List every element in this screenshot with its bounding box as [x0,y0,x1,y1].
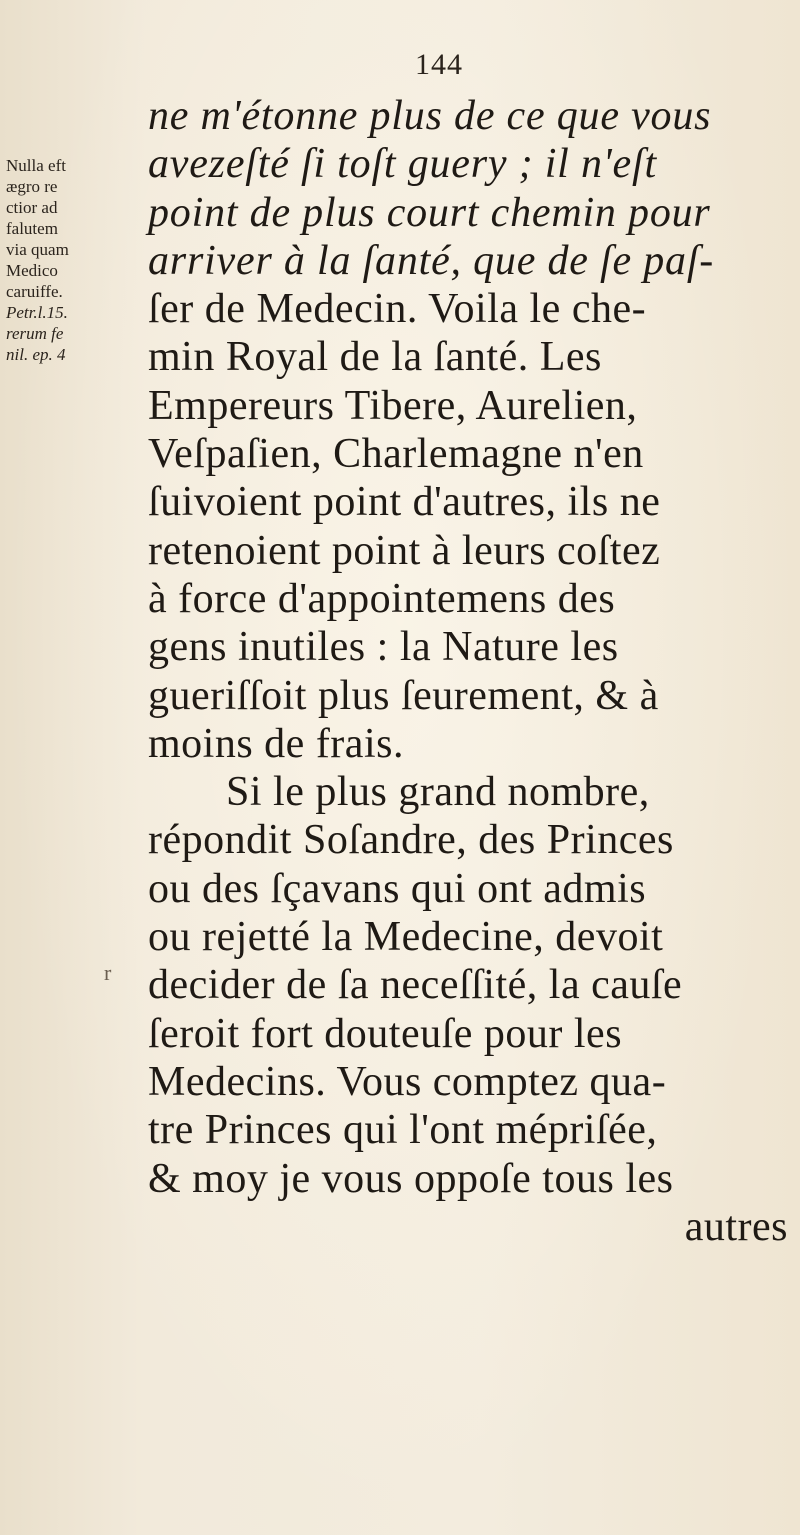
body-line: & moy je vous oppoſe tous les [148,1155,674,1202]
body-line: ou des ſçavans qui ont admis [148,865,647,912]
body-line: decider de ſa neceſſité, la cauſe [148,962,683,1009]
body-line: gens inutiles : la Nature les [148,624,619,671]
body-line: répondit Soſandre, des Princes [148,817,674,864]
margin-note-line: ctior ad [6,198,58,217]
margin-note-line: Medico [6,261,58,280]
margin-mark: r [104,960,112,985]
body-line: ſeroit fort douteuſe pour les [148,1010,623,1057]
body-line: retenoient point à leurs coſtez [148,527,661,574]
margin-note-line: rerum fe [6,324,64,343]
body-line: à force d'appointemens des [148,575,616,622]
margin-note-line: Nulla eft [6,156,66,175]
margin-note-line: Petr.l.15. [6,303,68,322]
body-line: arriver à la ſanté, que de ſe paſ- [148,237,715,284]
body-text [148,92,788,1251]
margin-note [6,155,86,365]
body-line: point de plus court chemin pour [148,189,711,236]
body-line: Medecins. Vous comptez qua- [148,1058,667,1105]
body-line: avezeſté ſi toſt guery ; il n'eſt [148,141,657,188]
margin-note-line: falutem [6,219,58,238]
body-line: min Royal de la ſanté. Les [148,334,602,381]
body-line: ou rejetté la Medecine, devoit [148,914,664,961]
margin-note-line: ægro re [6,177,58,196]
body-line: moins de frais. [148,720,404,767]
body-line: tre Princes qui l'ont mépriſée, [148,1107,658,1154]
body-line: ſer de Medecin. Voila le che- [148,286,647,333]
catchword: autres [684,1203,788,1250]
body-line: Si le plus grand nombre, [226,769,650,816]
body-line: Empereurs Tibere, Aurelien, [148,382,638,429]
body-line: ſuivoient point d'autres, ils ne [148,479,661,526]
body-line: Veſpaſien, Charlemagne n'en [148,431,644,478]
margin-note-line: nil. ep. 4 [6,345,66,364]
page-number: 144 [415,48,463,81]
body-line: ne m'étonne plus de ce que vous [148,93,712,139]
margin-note-line: caruiffe. [6,282,63,301]
body-line: gueriſſoit plus ſeurement, & à [148,672,659,719]
margin-note-line: via quam [6,240,69,259]
